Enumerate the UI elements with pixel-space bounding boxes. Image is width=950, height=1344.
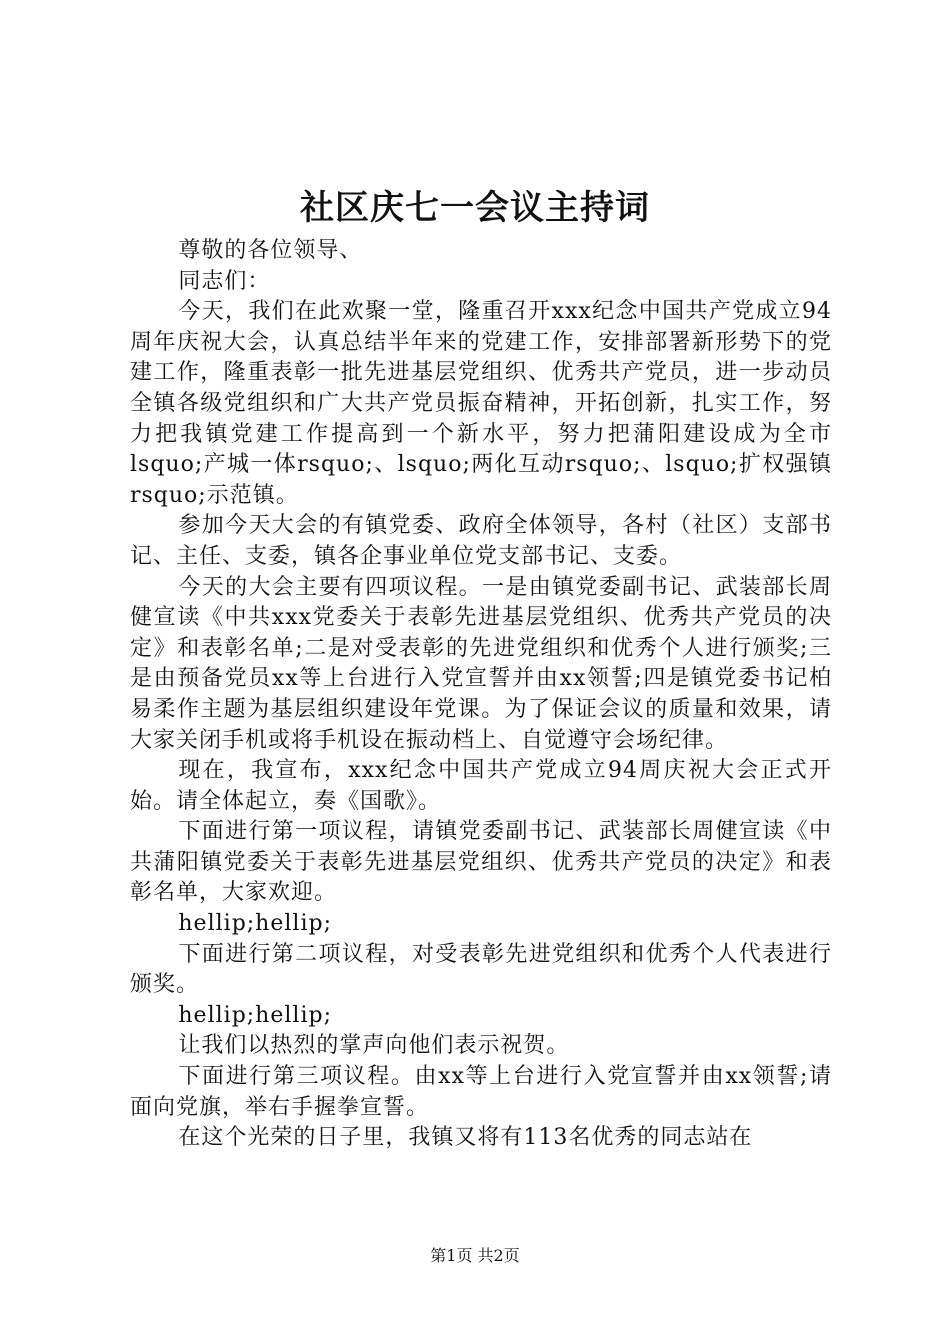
page-footer: 第1页 共2页: [430, 1246, 520, 1265]
paragraph: 在这个光荣的日子里，我镇又将有113名优秀的同志站在: [178, 1125, 753, 1151]
paragraph: 参加今天大会的有镇党委、政府全体领导，各村（社区）支部书记、主任、支委，镇各企事业单位党支部书记、支委。: [130, 513, 832, 569]
document-title: 社区庆七一会议主持词: [300, 188, 650, 228]
paragraph: 今天的大会主要有四项议程。一是由镇党委副书记、武装部长周健宣读《中共xxx党委关于表彰先进基层党组织、优秀共产党员的决定》和表彰名单;二是对受表彰的先进党组织和优秀个人进行颁奖;三是由预备党员xx等上台进行入党宣誓并由xx领誓;四是镇党委书记柏易柔作主题为基层组织建设年党课。为了保证会议的质量和效果，请大家关闭手机或将手机设在振动档上、自觉遵守会场纪律。: [130, 574, 832, 753]
paragraph: 下面进行第二项议程，对受表彰先进党组织和优秀个人代表进行颁奖。: [130, 941, 832, 998]
paragraph: 下面进行第三项议程。由xx等上台进行入党宣誓并由xx领誓;请面向党旗，举右手握拳宣誓。: [130, 1064, 832, 1120]
paragraph: 尊敬的各位领导、: [178, 238, 363, 263]
paragraph: hellip;hellip;: [178, 911, 332, 937]
paragraph: hellip;hellip;: [178, 1002, 332, 1028]
paragraph: 让我们以热烈的掌声向他们表示祝贺。: [178, 1033, 570, 1059]
document-body: [130, 236, 832, 1154]
paragraph: 同志们：: [178, 268, 271, 294]
paragraph: 下面进行第一项议程，请镇党委副书记、武装部长周健宣读《中共蒲阳镇党委关于表彰先进基层党组织、优秀共产党员的决定》和表彰名单，大家欢迎。: [130, 819, 832, 906]
paragraph: 今天，我们在此欢聚一堂，隆重召开xxx纪念中国共产党成立94周年庆祝大会，认真总结半年来的党建工作，安排部署新形势下的党建工作，隆重表彰一批先进基层党组织、优秀共产党员，进一步动员全镇各级党组织和广大共产党员振奋精神，开拓创新，扎实工作，努力把我镇党建工作提高到一个新水平，努力把蒲阳建设成为全市lsquo;产城一体rsquo;、lsquo;两化互动rsquo;、lsquo;扩权强镇rsquo;示范镇。: [130, 299, 832, 508]
paragraph: 现在，我宣布，xxx纪念中国共产党成立94周庆祝大会正式开始。请全体起立，奏《国歌》。: [130, 758, 832, 814]
